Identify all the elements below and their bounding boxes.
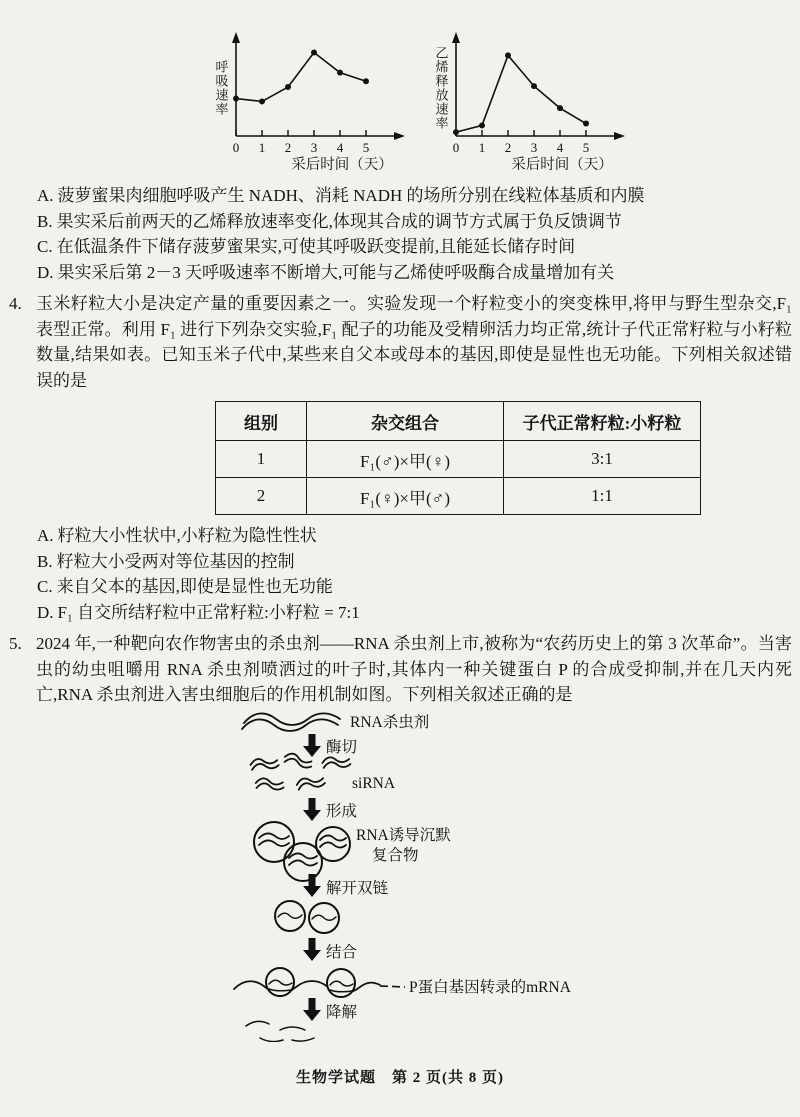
svg-text:0: 0 xyxy=(232,140,240,155)
down-arrow-icon xyxy=(303,874,321,897)
svg-text:5: 5 xyxy=(362,140,370,155)
option-text: 果实采后第 2－3 天呼吸速率不断增大,可能与乙烯使呼吸酶合成量增加有关 xyxy=(57,262,615,282)
table-row xyxy=(216,441,701,478)
ethylene-release-rate-chart xyxy=(428,26,640,170)
option-label: D. xyxy=(37,262,54,282)
exam-page xyxy=(0,26,800,1117)
cell-group-1: 1 xyxy=(216,441,307,478)
mrna-pointer-line xyxy=(380,986,405,987)
option-c xyxy=(37,574,800,600)
svg-text:乙烯释放速率: 乙烯释放速率 xyxy=(433,46,449,130)
respiration-rate-chart xyxy=(208,26,420,175)
question4-table-wrap xyxy=(215,401,800,515)
svg-text:2: 2 xyxy=(284,140,292,155)
svg-text:采后时间（天）: 采后时间（天） xyxy=(511,157,613,170)
risc-label-line2: 复合物 xyxy=(372,846,419,864)
option-a xyxy=(37,183,800,209)
unwind-label: 解开双链 xyxy=(326,879,389,897)
question4-stem xyxy=(0,291,800,393)
svg-text:5: 5 xyxy=(582,140,590,155)
question4-text: 玉米籽粒大小是决定产量的重要因素之一。实验发现一个籽粒变小的突变株甲,将甲与野生型杂交,F₁ 表型正常。利用 F₁ 进行下列杂交实验,F₁ 配子的功能及受精卵活力均正常,统计子代正常籽粒与小籽粒数量,结果如表。已知玉米子代中,某些来自父本或母本的基因,即使是显性也无功能。下列相关叙述错误的是 xyxy=(36,294,792,390)
option-b xyxy=(37,209,800,235)
down-arrow-icon xyxy=(303,798,321,821)
question5-stem xyxy=(0,631,800,708)
svg-text:0: 0 xyxy=(452,140,460,155)
rna-pesticide-mechanism-diagram xyxy=(222,710,607,1042)
cell-ratio-1: 3:1 xyxy=(504,441,701,478)
enzyme-cut-label: 酶切 xyxy=(326,738,358,756)
option-label: C. xyxy=(37,237,53,256)
option-label: A. xyxy=(37,526,54,545)
option-d xyxy=(37,260,800,286)
question5-text: 2024 年,一种靶向农作物害虫的杀虫剂——RNA 杀虫剂上市,被称为“农药历史上的第 3 次革命”。当害虫的幼虫咀嚼用 RNA 杀虫剂喷洒过的叶子时,其体内一种关键蛋白 P 的合成受抑制,并在几天内死亡,RNA 杀虫剂进入害虫细胞后的作用机制如图。下列相关叙述正确的是 xyxy=(36,634,792,704)
svg-text:呼吸速率: 呼吸速率 xyxy=(213,60,229,116)
ethylene-release-rate-chart xyxy=(428,26,640,175)
pesticide-label: RNA杀虫剂 xyxy=(350,713,430,731)
svg-text:3: 3 xyxy=(530,140,538,155)
question4-options xyxy=(0,523,800,625)
option-text: 果实采后前两天的乙烯释放速率变化,体现其合成的调节方式属于负反馈调节 xyxy=(56,211,622,231)
question3-options xyxy=(0,183,800,285)
header-group: 组别 xyxy=(216,402,307,441)
svg-text:4: 4 xyxy=(336,140,344,155)
option-text: 来自父本的基因,即使是显性也无功能 xyxy=(56,577,333,596)
option-c xyxy=(37,234,800,260)
svg-text:3: 3 xyxy=(310,140,318,155)
svg-text:4: 4 xyxy=(556,140,564,155)
cell-cross-2: F₁(♀)×甲(♂) xyxy=(307,478,504,515)
header-ratio: 子代正常籽粒:小籽粒 xyxy=(504,402,701,441)
page-footer: 生物学试题 第 2 页(共 8 页) xyxy=(296,1070,504,1086)
option-a xyxy=(37,523,800,549)
svg-text:1: 1 xyxy=(258,140,266,155)
option-text: 菠萝蜜果肉细胞呼吸产生 NADH、消耗 NADH 的场所分别在线粒体基质和内膜 xyxy=(57,186,645,205)
option-label: A. xyxy=(37,186,54,205)
option-label: C. xyxy=(37,577,53,596)
svg-text:采后时间（天）: 采后时间（天） xyxy=(291,157,393,170)
cell-group-2: 2 xyxy=(216,478,307,515)
mrna-label: P蛋白基因转录的mRNA xyxy=(409,978,571,996)
chart-row xyxy=(0,26,800,175)
svg-text:2: 2 xyxy=(504,140,512,155)
svg-text:1: 1 xyxy=(478,140,486,155)
table-row xyxy=(216,478,701,515)
option-label: B. xyxy=(37,551,53,571)
down-arrow-icon xyxy=(303,998,321,1021)
question5-number: 5. xyxy=(9,634,22,653)
cell-cross-1: F₁(♂)×甲(♀) xyxy=(307,441,504,478)
respiration-rate-chart xyxy=(208,26,420,170)
question4-number: 4. xyxy=(9,294,22,313)
cross-results-table xyxy=(215,401,701,515)
option-d xyxy=(37,600,800,626)
degrade-label: 降解 xyxy=(326,1003,358,1021)
option-text: 籽粒大小受两对等位基因的控制 xyxy=(56,551,295,571)
option-text: 在低温条件下储存菠萝蜜果实,可使其呼吸跃变提前,且能延长储存时间 xyxy=(56,237,576,256)
table-header-row xyxy=(216,402,701,441)
risc-label-line1: RNA诱导沉默 xyxy=(356,826,451,844)
header-cross: 杂交组合 xyxy=(307,402,504,441)
form-label: 形成 xyxy=(326,802,358,820)
option-label: B. xyxy=(37,211,53,231)
sirna-label: siRNA xyxy=(352,774,396,792)
option-text: 籽粒大小性状中,小籽粒为隐性性状 xyxy=(57,526,317,545)
diagram-wrap xyxy=(222,710,800,1047)
option-label: D. xyxy=(37,602,54,622)
option-text: F₁ 自交所结籽粒中正常籽粒:小籽粒 = 7:1 xyxy=(57,602,360,622)
bind-label: 结合 xyxy=(326,943,358,961)
down-arrow-icon xyxy=(303,734,321,757)
option-b xyxy=(37,549,800,575)
cell-ratio-2: 1:1 xyxy=(504,478,701,515)
down-arrow-icon xyxy=(303,938,321,961)
